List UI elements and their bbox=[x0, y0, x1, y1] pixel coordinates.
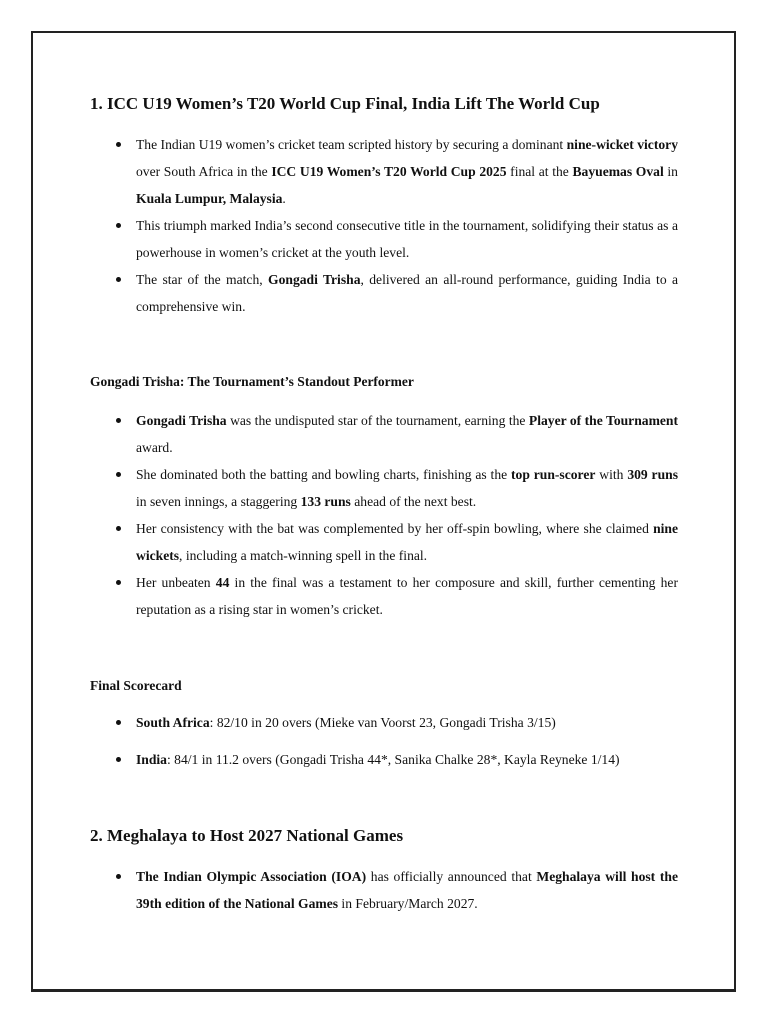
bold-text: Gongadi Trisha bbox=[136, 413, 227, 428]
bold-text: India bbox=[136, 752, 167, 767]
bullet-item bbox=[90, 407, 678, 461]
bold-text: Kuala Lumpur, Malaysia bbox=[136, 191, 283, 206]
bold-text: ICC U19 Women’s T20 World Cup 2025 bbox=[271, 164, 507, 179]
section2-heading: 2. Meghalaya to Host 2027 National Games bbox=[90, 826, 404, 845]
text-run: , delivered an all-round performance, guiding India to a comprehensive win. bbox=[136, 272, 678, 314]
section1-list bbox=[90, 131, 678, 320]
bullet-item bbox=[90, 212, 678, 266]
text-run: in seven innings, a staggering bbox=[136, 494, 301, 509]
text-run: final at the bbox=[506, 164, 573, 179]
trisha-list bbox=[90, 407, 678, 623]
bullet-item bbox=[90, 515, 678, 569]
text-run: in the final was a testament to her composure and skill, further cementing her reputation as a rising star in women’s cricket. bbox=[136, 575, 678, 617]
bullet-item bbox=[90, 746, 678, 773]
bold-text: 309 runs bbox=[627, 467, 679, 482]
bullet-item bbox=[90, 266, 678, 320]
text-run: award. bbox=[136, 440, 173, 455]
text-run: with bbox=[595, 467, 628, 482]
scorecard-heading: Final Scorecard bbox=[90, 678, 182, 693]
bold-text: top run-scorer bbox=[511, 467, 596, 482]
section1-heading: 1. ICC U19 Women’s T20 World Cup Final, India Lift The World Cup bbox=[90, 94, 600, 113]
text-run: : 84/1 in 11.2 overs (Gongadi Trisha 44*, Sanika Chalke 28*, Kayla Reyneke 1/14) bbox=[166, 752, 620, 767]
text-run: has officially announced that bbox=[366, 869, 537, 884]
bold-text: The Indian Olympic Association (IOA) bbox=[136, 869, 367, 884]
text-run: Her consistency with the bat was complemented by her off-spin bowling, where she claimed bbox=[136, 521, 654, 536]
bold-text: nine wickets bbox=[136, 521, 678, 563]
bold-text: Gongadi Trisha bbox=[268, 272, 361, 287]
bullet-item bbox=[90, 569, 678, 623]
bold-text: nine-wicket victory bbox=[566, 137, 678, 152]
section2-list bbox=[90, 863, 678, 917]
text-run: The Indian U19 women’s cricket team scripted history by securing a dominant bbox=[136, 137, 567, 152]
text-run: She dominated both the batting and bowling charts, finishing as the bbox=[136, 467, 512, 482]
text-run: : 82/10 in 20 overs (Mieke van Voorst 23, Gongadi Trisha 3/15) bbox=[209, 715, 556, 730]
bullet-item bbox=[90, 709, 678, 736]
document-page bbox=[31, 31, 736, 992]
text-run: . bbox=[282, 191, 286, 206]
text-run: The star of the match, bbox=[136, 272, 269, 287]
trisha-heading: Gongadi Trisha: The Tournament’s Standout Performer bbox=[90, 374, 414, 389]
text-run: was the undisputed star of the tournament, earning the bbox=[226, 413, 529, 428]
text-run: This triumph marked India’s second consecutive title in the tournament, solidifying their status as a powerhouse in women’s cricket at the youth level. bbox=[136, 218, 678, 260]
text-run: over South Africa in the bbox=[136, 164, 272, 179]
bold-text: South Africa bbox=[136, 715, 210, 730]
bold-text: 44 bbox=[215, 575, 230, 590]
bold-text: Bayuemas Oval bbox=[572, 164, 664, 179]
text-run: , including a match-winning spell in the final. bbox=[179, 548, 428, 563]
scorecard-list bbox=[90, 709, 678, 783]
bold-text: Meghalaya will host the 39th edition of the National Games bbox=[136, 869, 678, 911]
text-run: in bbox=[663, 164, 678, 179]
bullet-item bbox=[90, 863, 678, 917]
bold-text: 133 runs bbox=[300, 494, 351, 509]
bullet-item bbox=[90, 131, 678, 212]
text-run: in February/March 2027. bbox=[338, 896, 478, 911]
bold-text: Player of the Tournament bbox=[528, 413, 679, 428]
bullet-item bbox=[90, 461, 678, 515]
text-run: ahead of the next best. bbox=[350, 494, 477, 509]
text-run: Her unbeaten bbox=[136, 575, 216, 590]
